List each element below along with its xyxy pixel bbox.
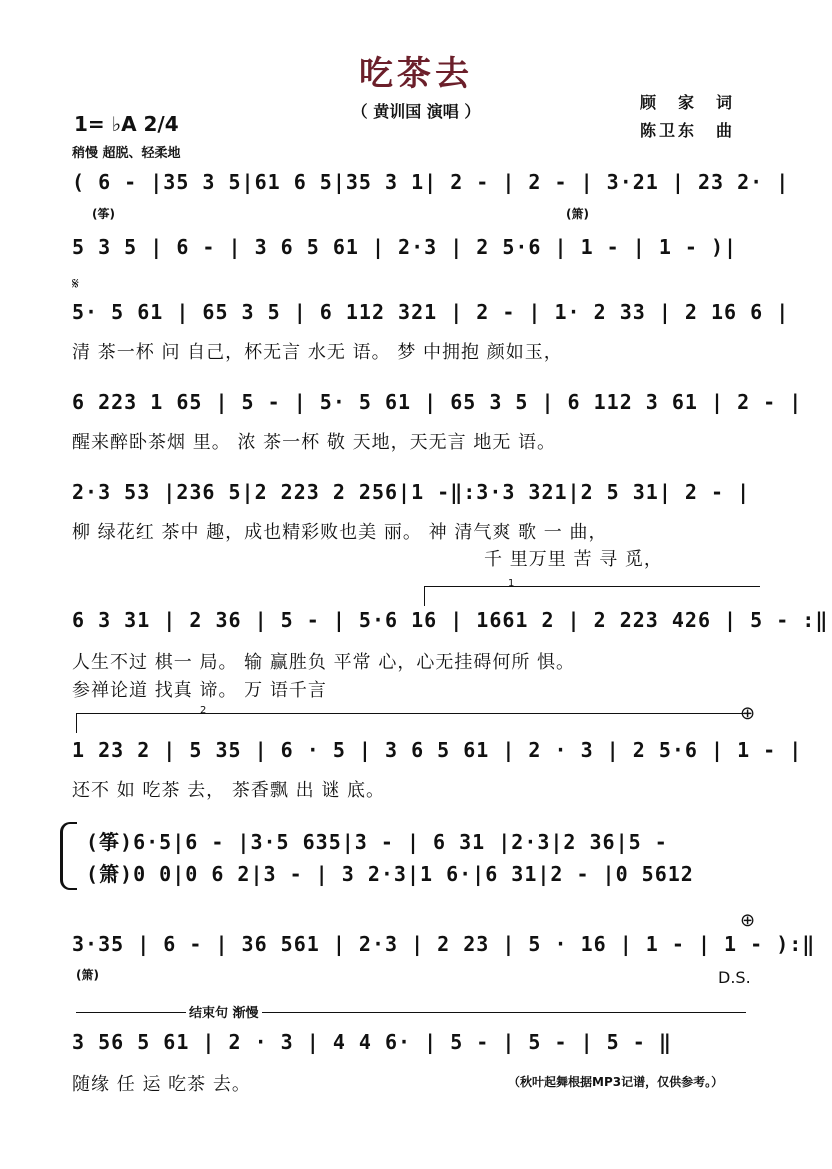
ending-label: 结束句 渐慢: [186, 1002, 262, 1021]
score-line-4: 6 223 1 65 | 5 - | 5· 5 61 | 65 3 5 | 6 112 3 61 | 2 - |: [72, 390, 803, 414]
score-line-6: 6 3 31 | 2 36 | 5 - | 5·6 16 | 1661 2 | 2 223 426 | 5 - :‖: [72, 608, 829, 632]
score-line-5: 2·3 53 |236 5|2 223 2 256|1 -‖:3·3 321|2 5 31| 2 - |: [72, 480, 751, 504]
guzheng-mark: (筝): [92, 207, 115, 221]
volta-1-number: 1: [508, 578, 515, 589]
coda-icon: ⊕: [740, 703, 756, 724]
lyrics-line-5: 柳 绿花红 茶中 趣，成也精彩败也美 丽。 神 清气爽 歌 一 曲，: [72, 522, 608, 543]
song-title: 吃茶去: [359, 54, 473, 94]
score-line-10: 3 56 5 61 | 2 · 3 | 4 4 6· | 5 - | 5 - | 5 - ‖: [72, 1030, 672, 1054]
ending-bracket: [76, 1012, 746, 1013]
lyrics-line-6-verse2: 参禅论道 找真 谛。 万 语千言: [72, 680, 327, 701]
xiao-mark-2: (箫): [76, 968, 99, 982]
lyrics-line-10: 随缘 任 运 吃茶 去。: [72, 1074, 251, 1095]
lyrics-line-4: 醒来醉卧茶烟 里。 浓 茶一杯 敬 天地，天无言 地无 语。: [72, 432, 557, 453]
score-line-8-upper: (筝)6·5|6 - |3·5 635|3 - | 6 31 |2·3|2 36|5 -: [86, 830, 668, 854]
segno-icon: 𝄋: [72, 274, 79, 293]
system-brace: [60, 822, 77, 890]
performer-subtitle: （ 黄训国 演唱 ）: [351, 102, 481, 121]
score-line-2: 5 3 5 | 6 - | 3 6 5 61 | 2·3 | 2 5·6 | 1 - | 1 - )|: [72, 235, 738, 259]
key-signature: 1= ♭A 2/4: [74, 112, 179, 136]
xiao-mark: (箫): [566, 207, 589, 221]
coda-icon-2: ⊕: [740, 910, 756, 931]
lyrics-line-7: 还不 如 吃茶 去， 茶香飘 出 谜 底。: [72, 780, 386, 801]
composer-credit: 陈卫东 曲: [640, 121, 736, 140]
lyrics-line-5-verse2: 千 里万里 苦 寻 觅，: [484, 549, 663, 570]
volta-2-number: 2: [200, 705, 207, 716]
transcription-note: （秋叶起舞根据MP3记谱，仅供参考。）: [508, 1075, 724, 1089]
volta-1-left: [424, 586, 425, 606]
volta-1-bracket: [424, 586, 760, 587]
score-line-7: 1 23 2 | 5 35 | 6 · 5 | 3 6 5 61 | 2 · 3 | 2 5·6 | 1 - |: [72, 738, 803, 762]
volta-2-bracket: [76, 713, 746, 714]
score-line-1: ( 6 - |35 3 5|61 6 5|35 3 1| 2 - | 2 - | 3·21 | 23 2· |: [72, 170, 790, 194]
volta-2-left: [76, 713, 77, 733]
dal-segno-mark: D.S.: [718, 968, 751, 987]
tempo-marking: 稍慢 超脱、轻柔地: [72, 146, 181, 161]
score-line-3: 5· 5 61 | 65 3 5 | 6 112 321 | 2 - | 1· 2 33 | 2 16 6 |: [72, 300, 790, 324]
lyrics-line-3: 清 茶一杯 问 自己，杯无言 水无 语。 梦 中拥抱 颜如玉，: [72, 342, 563, 363]
lyricist-credit: 顾 家 词: [640, 93, 736, 112]
score-line-9: 3·35 | 6 - | 36 561 | 2·3 | 2 23 | 5 · 16 | 1 - | 1 - ):‖: [72, 932, 816, 956]
score-line-8-lower: (箫)0 0|0 6 2|3 - | 3 2·3|1 6·|6 31|2 - |0 5612: [86, 862, 694, 886]
lyrics-line-6: 人生不过 棋一 局。 输 赢胜负 平常 心，心无挂碍何所 惧。: [72, 652, 576, 673]
